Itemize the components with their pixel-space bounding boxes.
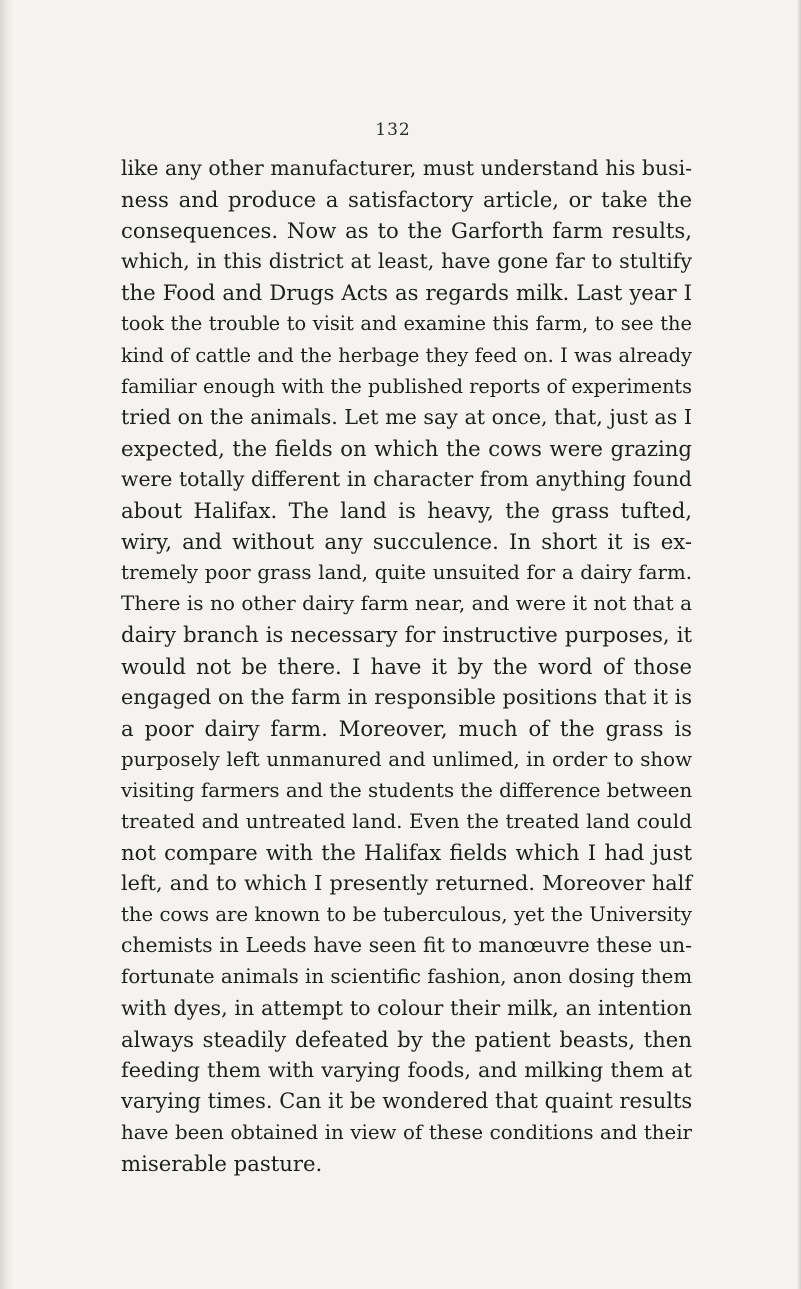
text-line: which, in this district at least, have gone far to stultify — [121, 249, 692, 274]
text-line: tremely poor grass land, quite unsuited for a dairy farm. — [121, 561, 692, 585]
text-line: expected, the fields on which the cows were grazing — [121, 435, 692, 461]
text-line: a poor dairy farm. Moreover, much of the grass is — [121, 715, 692, 741]
text-line: wiry, and without any succulence. In short it is ex- — [121, 529, 692, 555]
text-line: familiar enough with the published reports of experiments — [121, 374, 692, 398]
text-line: treated and untreated land. Even the treated land could — [121, 808, 692, 833]
text-line: about Halifax. The land is heavy, the grass tufted, — [121, 498, 692, 524]
text-line: varying times. Can it be wondered that quaint results — [121, 1088, 693, 1113]
text-line: purposely left unmanured and unlimed, in order to show — [121, 747, 692, 771]
text-line: like any other manufacturer, must understand his busi- — [121, 156, 692, 180]
text-line: miserable pasture. — [121, 1151, 323, 1176]
text-line: consequences. Now as to the Garforth farm results, — [121, 218, 692, 244]
text-line: tried on the animals. Let me say at once, that, just as I — [121, 404, 692, 429]
page-gutter-shadow — [0, 0, 14, 1289]
text-line: feeding them with varying foods, and milking them at — [121, 1057, 692, 1082]
text-line: the cows are known to be tuberculous, yet the University — [121, 903, 692, 927]
text-line: not compare with the Halifax fields which I had just — [121, 840, 692, 866]
text-line: were totally different in character from anything found — [121, 466, 692, 491]
text-line: ness and produce a satisfactory article, or take the — [121, 187, 692, 213]
text-line: have been obtained in view of these conditions and their — [121, 1120, 692, 1144]
text-line: fortunate animals in scientific fashion, anon dosing them — [121, 965, 693, 989]
text-line: always steadily defeated by the patient beasts, then — [121, 1026, 692, 1052]
page-edge — [797, 0, 801, 1289]
text-line: left, and to which I presently returned. Moreover half — [121, 871, 692, 896]
body-paragraph — [121, 153, 692, 1179]
text-line: visiting farmers and the students the difference between — [121, 778, 693, 802]
text-line: chemists in Leeds have seen fit to manœuvre these un- — [121, 933, 692, 958]
text-line: the Food and Drugs Acts as regards milk. Last year I — [121, 280, 692, 306]
text-line: kind of cattle and the herbage they feed on. I was already — [121, 343, 692, 367]
text-line: took the trouble to visit and examine this farm, to see the — [121, 312, 692, 336]
text-line: with dyes, in attempt to colour their milk, an intention — [121, 995, 692, 1020]
text-line: engaged on the farm in responsible positions that it is — [121, 684, 692, 709]
text-line: would not be there. I have it by the word of those — [121, 653, 692, 679]
text-line: There is no other dairy farm near, and were it not that a — [121, 591, 692, 616]
text-line: dairy branch is necessary for instructive purposes, it — [121, 622, 692, 648]
page-number: 132 — [375, 120, 411, 140]
